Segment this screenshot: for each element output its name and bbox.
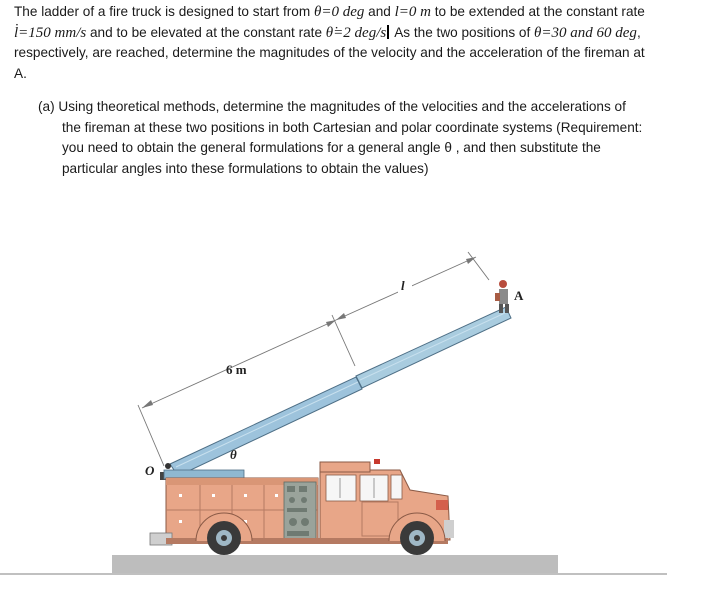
ladder [170,307,511,476]
problem-tail: , respectively, are reached, determine the magnitudes of the velocity and the acceleration of the fireman at A. [14,24,645,81]
problem-mid2: and to be elevated at the constant rate [86,24,326,40]
label-a: A [514,288,524,303]
label-theta: θ [230,447,237,462]
label-o: O [145,463,155,478]
pivot-point [165,463,171,469]
extension-rate: l̇=150 mm/s [14,24,87,41]
fire-truck [150,459,454,555]
problem-and: and [364,4,395,19]
length-initial: l=0 m [394,4,431,20]
dimension-lines [138,252,489,466]
problem-mid3: As the two positions of [391,24,535,40]
part-a-text: Using theoretical methods, determine the magnitudes of the velocities and the accelerations of the fireman at these two positions in both Cartesian and polar coordinate systems (Requirement: you need to obtain the general formulations for a general angle θ , and then substitute the particular angles into these formulations to obtain the values) [58,99,643,176]
problem-mid1: to be extended at the constant rate [430,4,645,19]
part-a-label: (a) [38,99,55,114]
theta-initial: θ=0 deg [313,4,365,20]
label-six-m: 6 m [226,362,247,377]
elevation-rate: θ̇=2 deg/s [325,24,387,41]
label-l: l [401,278,405,293]
theta-positions: θ=30 and 60 deg [534,24,637,41]
problem-intro: The ladder of a fire truck is designed to start from [14,4,314,19]
fireman [495,280,509,313]
ground [112,555,558,573]
